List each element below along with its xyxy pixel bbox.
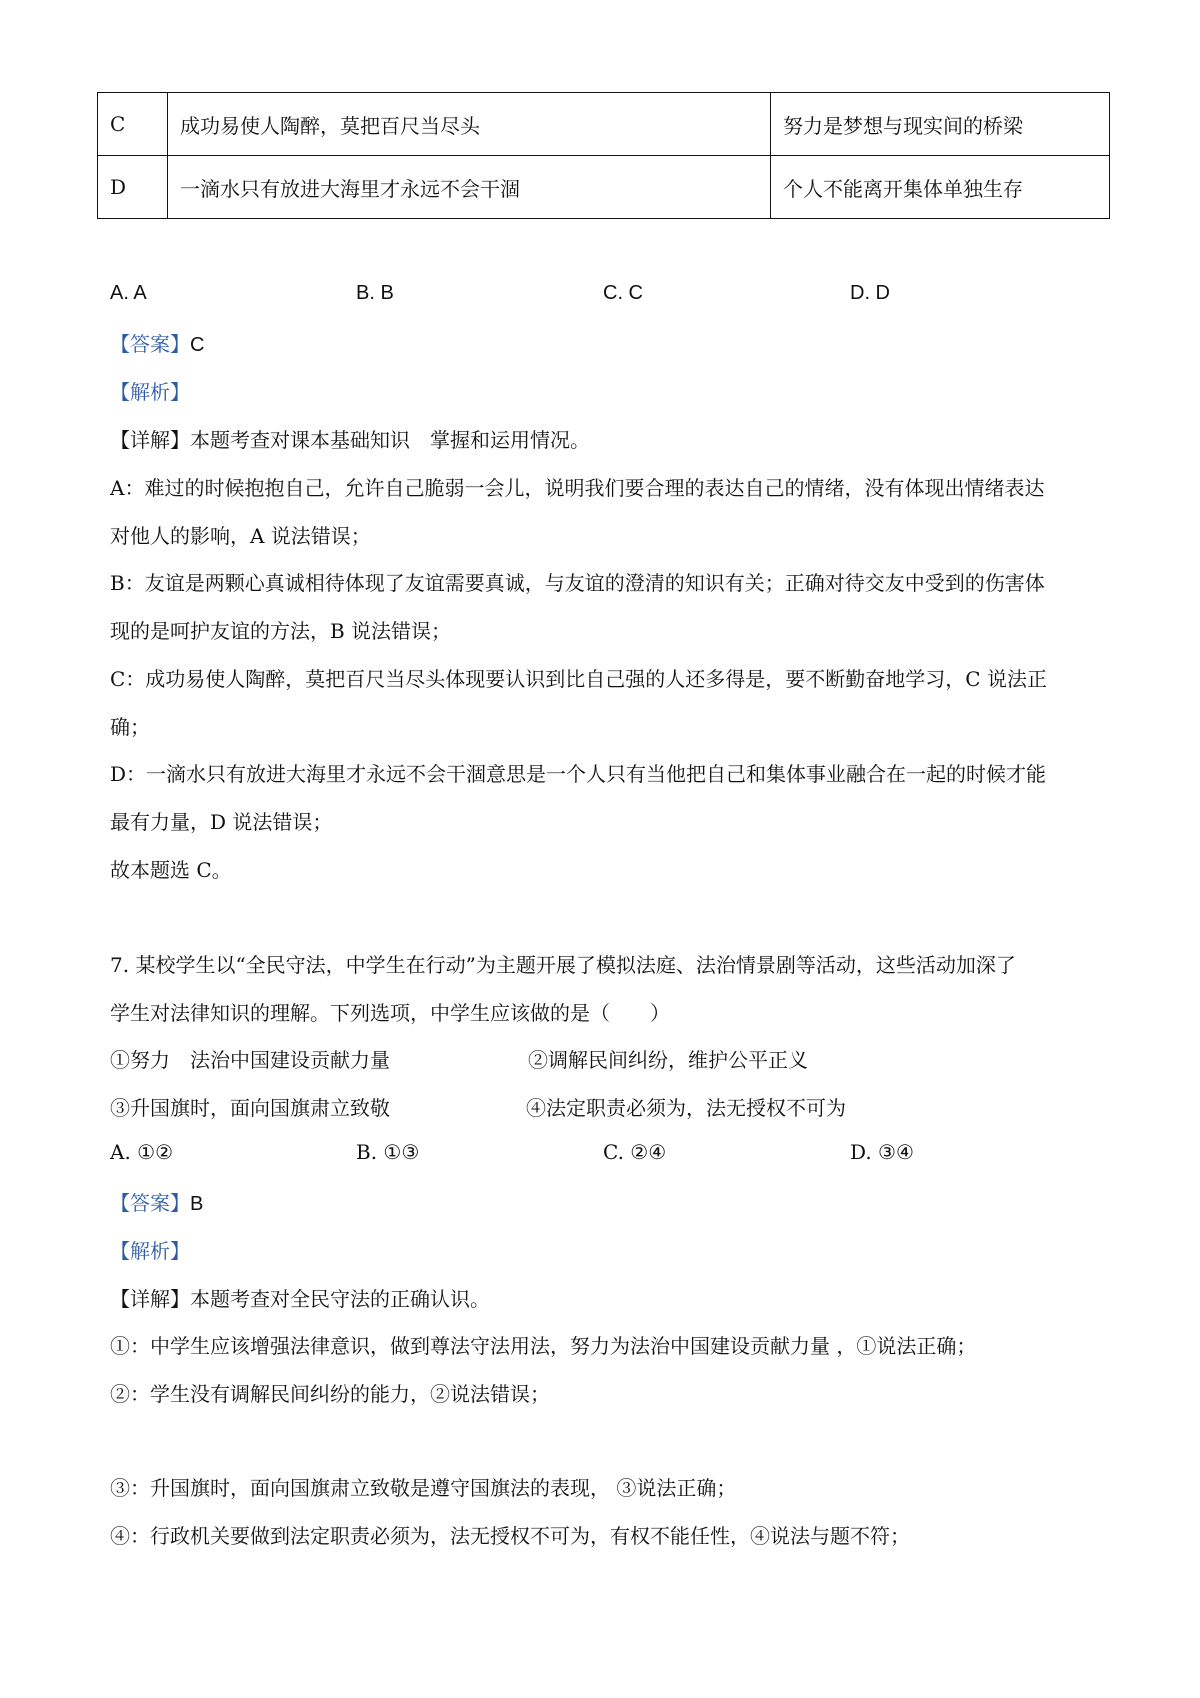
q7-stem: 7. 某校学生以“全民守法，中学生在行动”为主题开展了模拟法庭、法治情景剧等活动，这些活动加深了	[110, 953, 1016, 977]
q6-line: 现的是呵护友谊的方法，B 说法错误；	[110, 619, 452, 643]
q7-line: ①：中学生应该增强法律意识，做到尊法守法用法，努力为法治中国建设贡献力量 ，①说法正确；	[110, 1334, 977, 1358]
q6-option-d: D. D	[850, 282, 890, 304]
q6-line: 故本题选 C。	[110, 858, 232, 882]
q6-option-c: C. C	[603, 282, 643, 304]
detail-intro: 本题考查对课本基础知识 掌握和运用情况。	[190, 428, 590, 452]
table-row	[98, 156, 1110, 219]
q7-option-c: C. ②④	[603, 1140, 667, 1164]
q7-option-d: D. ③④	[850, 1140, 914, 1164]
row-meaning: 个人不能离开集体单独生存	[771, 156, 1110, 219]
row-quote: 成功易使人陶醉，莫把百尺当尽头	[168, 93, 771, 156]
q7-item: ④法定职责必须为，法无授权不可为	[526, 1096, 846, 1120]
q6-analysis-tag: 【解析】	[110, 380, 190, 404]
q6-option-a: A. A	[110, 282, 147, 304]
row-letter: D	[98, 156, 168, 219]
q7-answer	[110, 1187, 203, 1216]
q7-item: ③升国旗时，面向国旗肃立致敬	[110, 1096, 390, 1120]
q6-line: 对他人的影响，A 说法错误；	[110, 524, 371, 548]
answer-tag: 【答案】	[110, 1191, 190, 1215]
q6-line: A：难过的时候抱抱自己，允许自己脆弱一会儿，说明我们要合理的表达自己的情绪，没有体现出情绪表达	[110, 476, 1045, 500]
q6-answer	[110, 328, 204, 357]
detail-tag: 【详解】	[110, 428, 190, 452]
answer-value: C	[190, 334, 205, 356]
detail-tag: 【详解】	[110, 1287, 190, 1311]
q7-item: ①努力 法治中国建设贡献力量	[110, 1048, 390, 1072]
q6-line: 确；	[110, 715, 150, 739]
q7-stem: 学生对法律知识的理解。下列选项，中学生应该做的是（ ）	[110, 1001, 670, 1025]
answer-tag: 【答案】	[110, 332, 190, 356]
q7-line: ③：升国旗时，面向国旗肃立致敬是遵守国旗法的表现， ③说法正确；	[110, 1476, 737, 1500]
detail-intro: 本题考查对全民守法的正确认识。	[190, 1287, 490, 1311]
q6-option-b: B. B	[356, 282, 394, 304]
q6-line: D：一滴水只有放进大海里才永远不会干涸意思是一个人只有当他把自己和集体事业融合在一起的时候才能	[110, 762, 1047, 786]
q7-analysis-tag: 【解析】	[110, 1239, 190, 1263]
q6-detail	[110, 424, 590, 453]
table-row	[98, 93, 1110, 156]
q7-option-a: A. ①②	[110, 1140, 174, 1164]
question-table	[97, 92, 1110, 219]
answer-value: B	[190, 1193, 204, 1215]
q7-line: ②：学生没有调解民间纠纷的能力，②说法错误；	[110, 1382, 550, 1406]
q6-line: C：成功易使人陶醉，莫把百尺当尽头体现要认识到比自己强的人还多得是，要不断勤奋地学习，C 说法正	[110, 667, 1047, 691]
q7-line: ④：行政机关要做到法定职责必须为，法无授权不可为，有权不能任性，④说法与题不符；	[110, 1524, 910, 1548]
q7-item: ②调解民间纠纷，维护公平正义	[528, 1048, 808, 1072]
q7-detail	[110, 1283, 490, 1312]
row-letter: C	[98, 93, 168, 156]
q7-option-b: B. ①③	[356, 1140, 420, 1164]
q6-line: B：友谊是两颗心真诚相待体现了友谊需要真诚，与友谊的澄清的知识有关；正确对待交友中受到的伤害体	[110, 571, 1045, 595]
row-quote: 一滴水只有放进大海里才永远不会干涸	[168, 156, 771, 219]
row-meaning: 努力是梦想与现实间的桥梁	[771, 93, 1110, 156]
q6-line: 最有力量，D 说法错误；	[110, 810, 333, 834]
